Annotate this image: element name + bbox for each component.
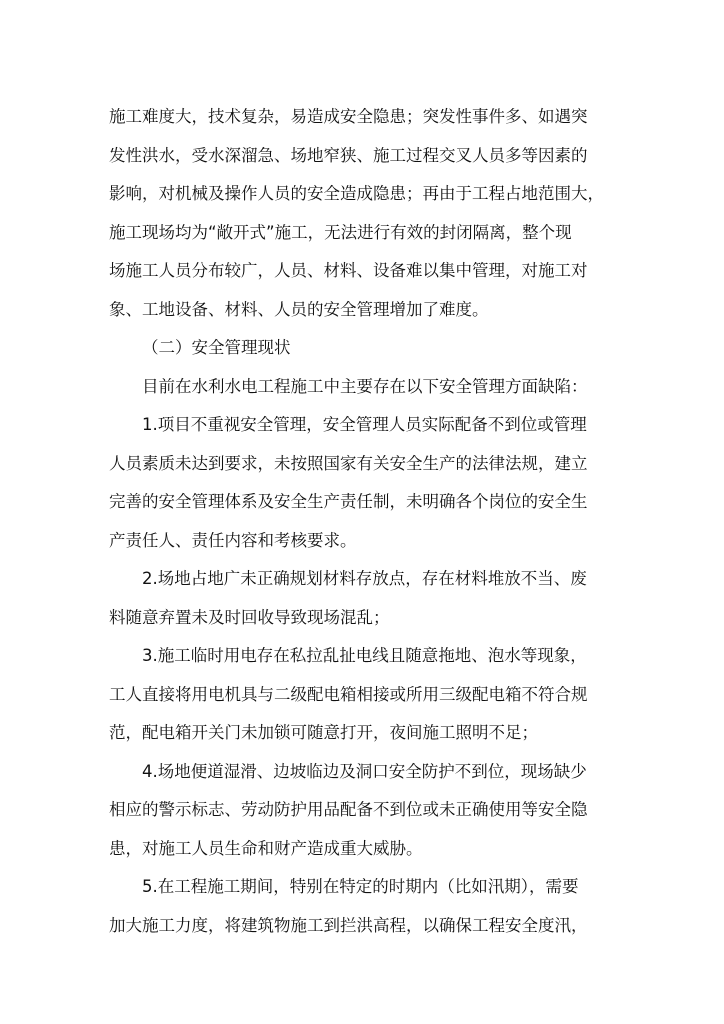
text-line: 产责任人、责任内容和考核要求。: [109, 530, 357, 550]
list-item-2-start: 2.场地占地广未正确规划材料存放点，存在材料堆放不当、废: [142, 569, 587, 588]
text-line: 完善的安全管理体系及安全生产责任制，未明确各个岗位的安全生: [109, 492, 588, 511]
text-line: 施工难度大，技术复杂，易造成安全隐患；突发性事件多、如遇突: [109, 107, 588, 126]
document-body: [109, 98, 609, 945]
text-line: 加大施工力度，将建筑物施工到拦洪高程，以确保工程安全度汛，: [109, 915, 588, 935]
text-line: 施工现场均为“敞开式”施工，无法进行有效的封闭隔离，整个现: [109, 222, 572, 242]
list-item-3-start: 3.施工临时用电存在私拉乱扯电线且随意拖地、泡水等现象，: [142, 646, 587, 665]
text-line: 料随意弃置未及时回收导致现场混乱；: [109, 607, 390, 627]
text-line: 患，对施工人员生命和财产造成重大威胁。: [109, 838, 423, 858]
text-line: 工人直接将用电机具与二级配电箱相接或所用三级配电箱不符合规: [109, 684, 588, 704]
list-item-4-start: 4.场地便道湿滑、边坡临边及洞口安全防护不到位，现场缺少: [142, 761, 587, 781]
text-line: 场施工人员分布较广，人员、材料、设备难以集中管理，对施工对: [109, 261, 588, 280]
text-line: 发性洪水，受水深溜急、场地窄狭、施工过程交叉人员多等因素的: [109, 145, 588, 165]
text-line: 象、工地设备、材料、人员的安全管理增加了难度。: [109, 299, 489, 319]
text-line: 相应的警示标志、劳动防护用品配备不到位或未正确使用等安全隐: [109, 800, 588, 819]
list-item-5-start: 5.在工程施工期间，特别在特定的时期内（比如汛期），需要: [142, 877, 579, 896]
list-item-1-start: 1.项目不重视安全管理，安全管理人员实际配备不到位或管理: [142, 415, 587, 434]
text-line: 影响，对机械及操作人员的安全造成隐患；再由于工程占地范围大，: [109, 184, 604, 203]
text-line: 目前在水利水电工程施工中主要存在以下安全管理方面缺陷：: [142, 376, 588, 396]
section-heading: （二）安全管理现状: [142, 338, 291, 357]
text-line: 范，配电箱开关门未加锁可随意打开，夜间施工照明不足；: [109, 723, 538, 742]
text-line: 人员素质未达到要求，未按照国家有关安全生产的法律法规，建立: [109, 453, 588, 473]
